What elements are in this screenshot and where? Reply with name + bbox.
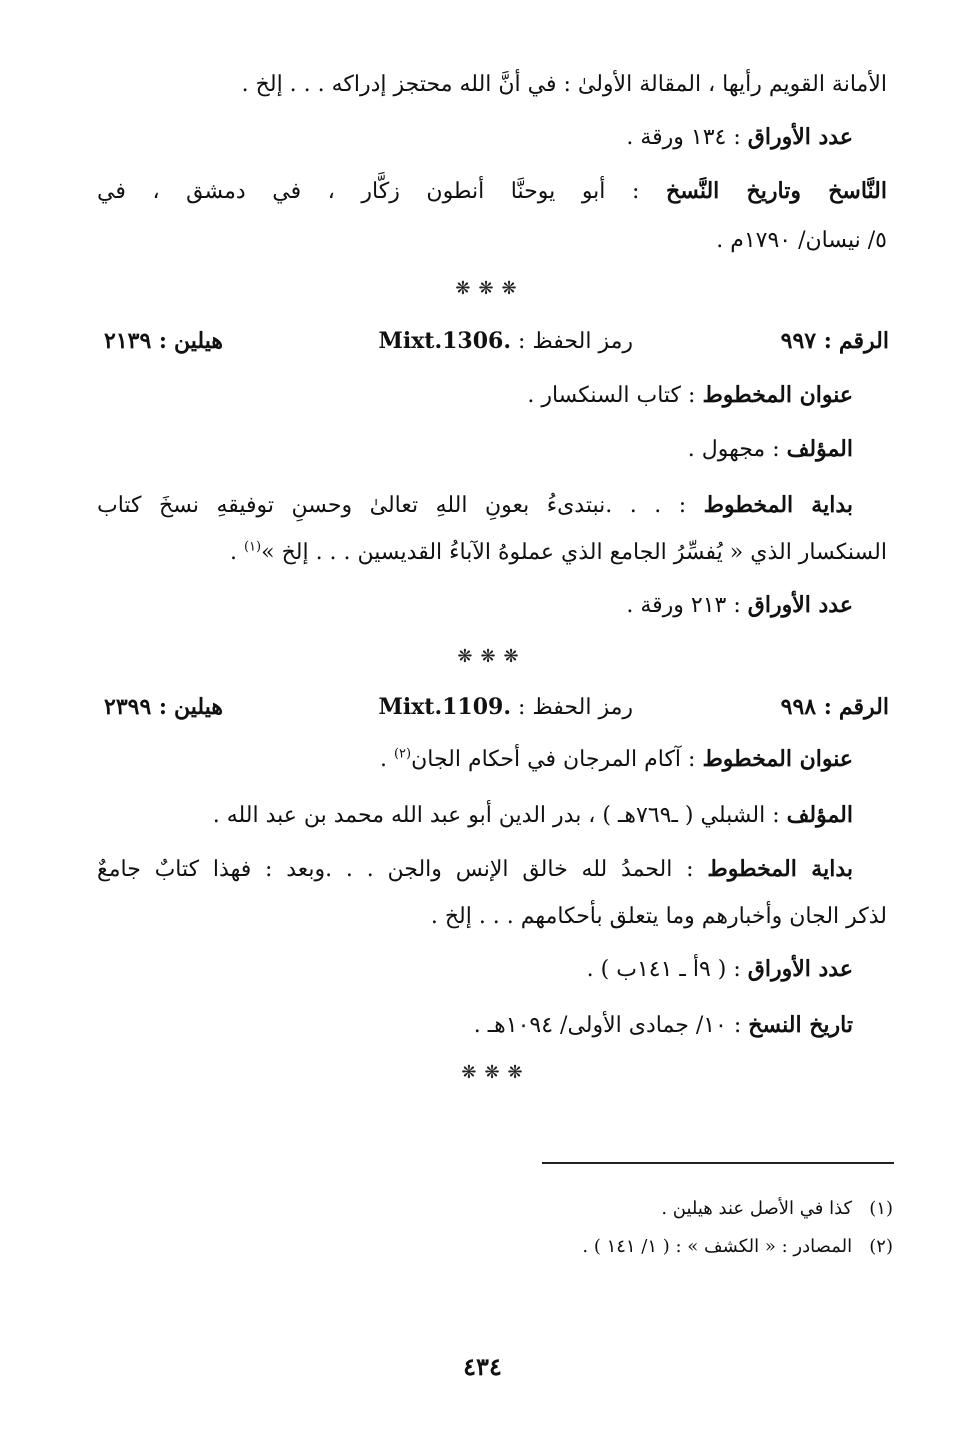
entry2-start-cont: لذكر الجان وأخبارهم وما يتعلق بأحكامهم . . . إلخ . bbox=[430, 904, 887, 929]
footnote-2 bbox=[582, 1234, 893, 1260]
intro-leaves: عدد الأوراق : ١٣٤ ورقة . bbox=[626, 124, 853, 150]
separator-stars: ❋❋❋ bbox=[455, 278, 525, 299]
entry2-number: الرقم : ٩٩٨ bbox=[780, 694, 889, 720]
footnote-number: (٢) bbox=[869, 1236, 893, 1257]
entry1-start: بداية المخطوط : . . .نبتدىءُ بعونِ اللهِ تعالىٰ وحسنِ توفيقهِ نسخَ كتاب bbox=[97, 492, 853, 518]
entry1-title: عنوان المخطوط : كتاب السنكسار . bbox=[527, 382, 853, 408]
entry1-helin: هيلين : ٢١٣٩ bbox=[104, 328, 223, 354]
entry2-title: عنوان المخطوط : آكام المرجان في أحكام الجان$^{(٢)}$ . bbox=[379, 746, 853, 772]
footnote-text: المصادر : « الكشف » : ( ١/ ١٤١ ) . bbox=[582, 1236, 853, 1257]
footnote-1 bbox=[661, 1196, 893, 1222]
entry1-number: الرقم : ٩٩٧ bbox=[780, 328, 889, 354]
separator-stars: ❋❋❋ bbox=[461, 1062, 531, 1083]
page-number: ٤٣٤ bbox=[463, 1352, 502, 1381]
entry1-leaves: عدد الأوراق : ٢١٣ ورقة . bbox=[626, 592, 853, 618]
entry1-start-cont: السنكسار الذي « يُفسِّرُ الجامع الذي عملوهُ الآباءُ القديسين . . . إلخ »$^{(١)}$ . bbox=[229, 539, 887, 565]
footnote-ref-2[interactable]: (٢) bbox=[393, 746, 412, 762]
footnote-rule bbox=[542, 1162, 894, 1164]
entry2-copy-date: تاريخ النسخ : ١٠/ جمادى الأولى/ ١٠٩٤هـ . bbox=[473, 1012, 853, 1038]
footnote-text: كذا في الأصل عند هيلين . bbox=[661, 1198, 853, 1219]
intro-copyist-cont: ٥/ نيسان/ ١٧٩٠م . bbox=[716, 228, 887, 253]
entry2-helin: هيلين : ٢٣٩٩ bbox=[104, 694, 223, 720]
intro-copyist: النَّاسخ وتاريخ النَّسخ : أبو يوحنَّا أنطون زكَّار ، في دمشق ، في bbox=[97, 178, 887, 204]
entry2-author: المؤلف : الشبلي ( ـ٧٦٩هـ ) ، بدر الدين أبو عبد الله محمد بن عبد الله . bbox=[212, 802, 853, 828]
entry2-start: بداية المخطوط : الحمدُ لله خالق الإنس والجن . . .وبعد : فهذا كتابٌ جامعٌ bbox=[97, 856, 853, 882]
entry2-leaves: عدد الأوراق : ( ٩أ ـ ١٤١ب ) . bbox=[586, 956, 853, 982]
footnote-number: (١) bbox=[869, 1198, 893, 1219]
footnote-ref-1[interactable]: (١) bbox=[243, 539, 262, 555]
intro-line: الأمانة القويم رأيها ، المقالة الأولىٰ : في أنَّ الله محتجز إدراكه . . . إلخ . bbox=[241, 72, 887, 97]
entry2-code: رمز الحفظ : Mixt.1109. bbox=[378, 694, 633, 720]
entry1-code: رمز الحفظ : Mixt.1306. bbox=[378, 328, 633, 354]
entry1-author: المؤلف : مجهول . bbox=[687, 436, 853, 462]
separator-stars: ❋❋❋ bbox=[457, 646, 527, 667]
